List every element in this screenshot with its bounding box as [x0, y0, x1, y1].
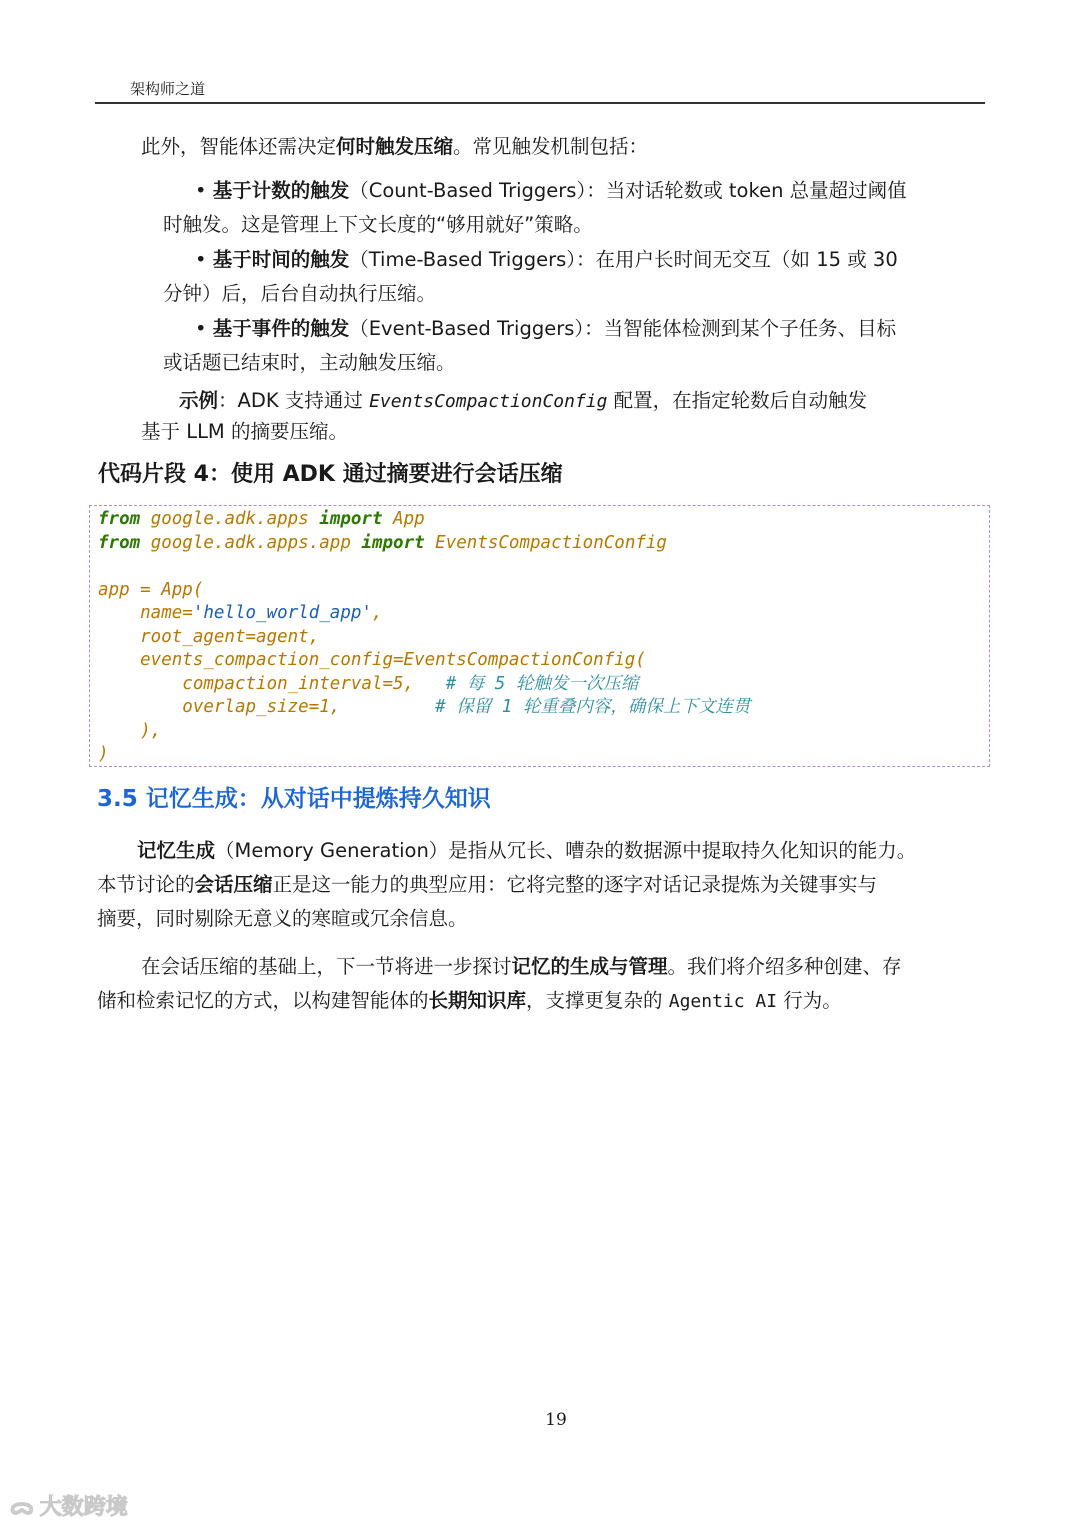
- code-keyword: from: [98, 532, 141, 553]
- code-line-2: [98, 533, 667, 553]
- paragraph-first-line: [97, 955, 902, 978]
- weibo-logo-icon: ᯅ: [10, 1495, 34, 1520]
- bullet-label: 基于计数的触发: [212, 179, 350, 202]
- code-snippet-title: 代码片段 4：使用 ADK 通过摘要进行会话压缩: [98, 462, 563, 487]
- bullet-text: （Time-Based Triggers）：在用户长时间无交互（如 15 或 30: [349, 248, 898, 271]
- bullet-text: （Count-Based Triggers）：当对话轮数或 token 总量超过阈值: [349, 179, 907, 202]
- paragraph-bold: 记忆的生成与管理: [511, 955, 668, 978]
- paragraph-text: 行为。: [777, 989, 842, 1012]
- next-section-paragraph: [97, 950, 982, 1019]
- example-paragraph: [141, 386, 991, 447]
- bullet-marker: •: [195, 248, 207, 271]
- bullet-count-based: [163, 174, 981, 242]
- watermark-text: 大数跨境: [39, 1495, 128, 1520]
- code-text: google.adk.apps.app: [140, 532, 362, 553]
- example-label: 示例: [179, 389, 219, 412]
- paragraph-text: 正是这一能力的典型应用：它将完整的逐字对话记录提炼为关键事实与: [272, 873, 878, 896]
- bullet-first-line: [163, 179, 907, 202]
- code-comment: # 保留 1 轮重叠内容，确保上下文连贯: [435, 697, 751, 717]
- example-text: ：ADK 支持通过: [218, 389, 370, 412]
- code-text: name=: [98, 603, 193, 623]
- code-text: App: [382, 509, 425, 529]
- code-text: overlap_size=1,: [98, 697, 436, 717]
- code-line-1: [98, 509, 425, 529]
- example-text-2: 配置，在指定轮数后自动触发: [607, 389, 868, 412]
- bullet-marker: •: [195, 179, 207, 202]
- example-text-continued: 基于 LLM 的摘要压缩。: [141, 420, 348, 443]
- bullet-text-continued: 分钟）后，后台自动执行压缩。: [163, 282, 437, 305]
- memory-generation-paragraph: [97, 834, 982, 936]
- bullet-text: （Event-Based Triggers）：当智能体检测到某个子任务、目标: [349, 317, 897, 340]
- paragraph-text: 。我们将介绍多种创建、存: [667, 955, 902, 978]
- example-inline-code: EventsCompactionConfig: [369, 391, 608, 412]
- paragraph-text: ，支撑更复杂的: [526, 989, 669, 1012]
- code-lines: [98, 508, 750, 767]
- section-heading: 3.5 记忆生成：从对话中提炼持久知识: [97, 786, 491, 812]
- intro-bold: 何时触发压缩: [336, 135, 454, 158]
- code-text: google.adk.apps: [140, 509, 320, 529]
- code-keyword: import: [319, 509, 383, 529]
- header-title: 架构师之道: [130, 80, 206, 98]
- code-string: 'hello_world_app': [192, 603, 372, 623]
- code-line-5: [98, 603, 383, 623]
- paragraph-bold: 长期知识库: [428, 989, 527, 1012]
- paragraph-bold: 记忆生成: [137, 839, 216, 862]
- paragraph-text: 本节讨论的: [97, 873, 195, 896]
- example-first-line: [141, 389, 867, 412]
- code-text: ,: [371, 603, 383, 623]
- bullet-first-line: [163, 317, 896, 340]
- code-keyword: from: [98, 509, 141, 529]
- paragraph-text: 摘要，同时剔除无意义的寒暄或冗余信息。: [97, 907, 468, 930]
- bullet-event-based: [163, 312, 981, 380]
- code-text: compaction_interval=5,: [98, 673, 446, 694]
- header-divider: [95, 102, 985, 104]
- paragraph-inline-mono: Agentic AI: [668, 991, 778, 1012]
- bullet-text-continued: 时触发。这是管理上下文长度的“够用就好”策略。: [163, 213, 593, 236]
- intro-text-after: 。常见触发机制包括：: [453, 135, 649, 158]
- bullet-marker: •: [195, 317, 207, 340]
- watermark: [10, 1490, 128, 1521]
- bullet-time-based: [163, 243, 981, 311]
- code-line-8: [98, 674, 638, 694]
- bullet-label: 基于事件的触发: [212, 317, 350, 340]
- code-line-9: [98, 697, 750, 717]
- code-comment: # 每 5 轮触发一次压缩: [445, 673, 639, 694]
- page-number: 19: [545, 1410, 567, 1430]
- paragraph-text: 储和检索记忆的方式，以构建智能体的: [97, 989, 429, 1012]
- paragraph-first-line: [97, 839, 916, 862]
- code-line-4: app = App(: [98, 579, 204, 600]
- paragraph-text: （Memory Generation）是指从冗长、嘈杂的数据源中提取持久化知识的能力。: [215, 839, 917, 862]
- code-text: EventsCompactionConfig: [424, 532, 667, 553]
- code-line-7: events_compaction_config=EventsCompactionConfig(: [98, 650, 646, 670]
- code-keyword: import: [361, 532, 425, 553]
- bullet-label: 基于时间的触发: [212, 248, 350, 271]
- paragraph-text: 在会话压缩的基础上，下一节将进一步探讨: [141, 955, 512, 978]
- paragraph-bold: 会话压缩: [194, 873, 273, 896]
- code-block: [89, 505, 990, 767]
- code-line-6: root_agent=agent,: [98, 626, 320, 647]
- intro-text-before: 此外，智能体还需决定: [141, 135, 337, 158]
- bullet-first-line: [163, 248, 898, 271]
- code-line-11: ): [98, 744, 109, 764]
- intro-paragraph: [141, 130, 648, 164]
- code-line-10: ),: [98, 720, 162, 741]
- bullet-text-continued: 或话题已结束时，主动触发压缩。: [163, 351, 456, 374]
